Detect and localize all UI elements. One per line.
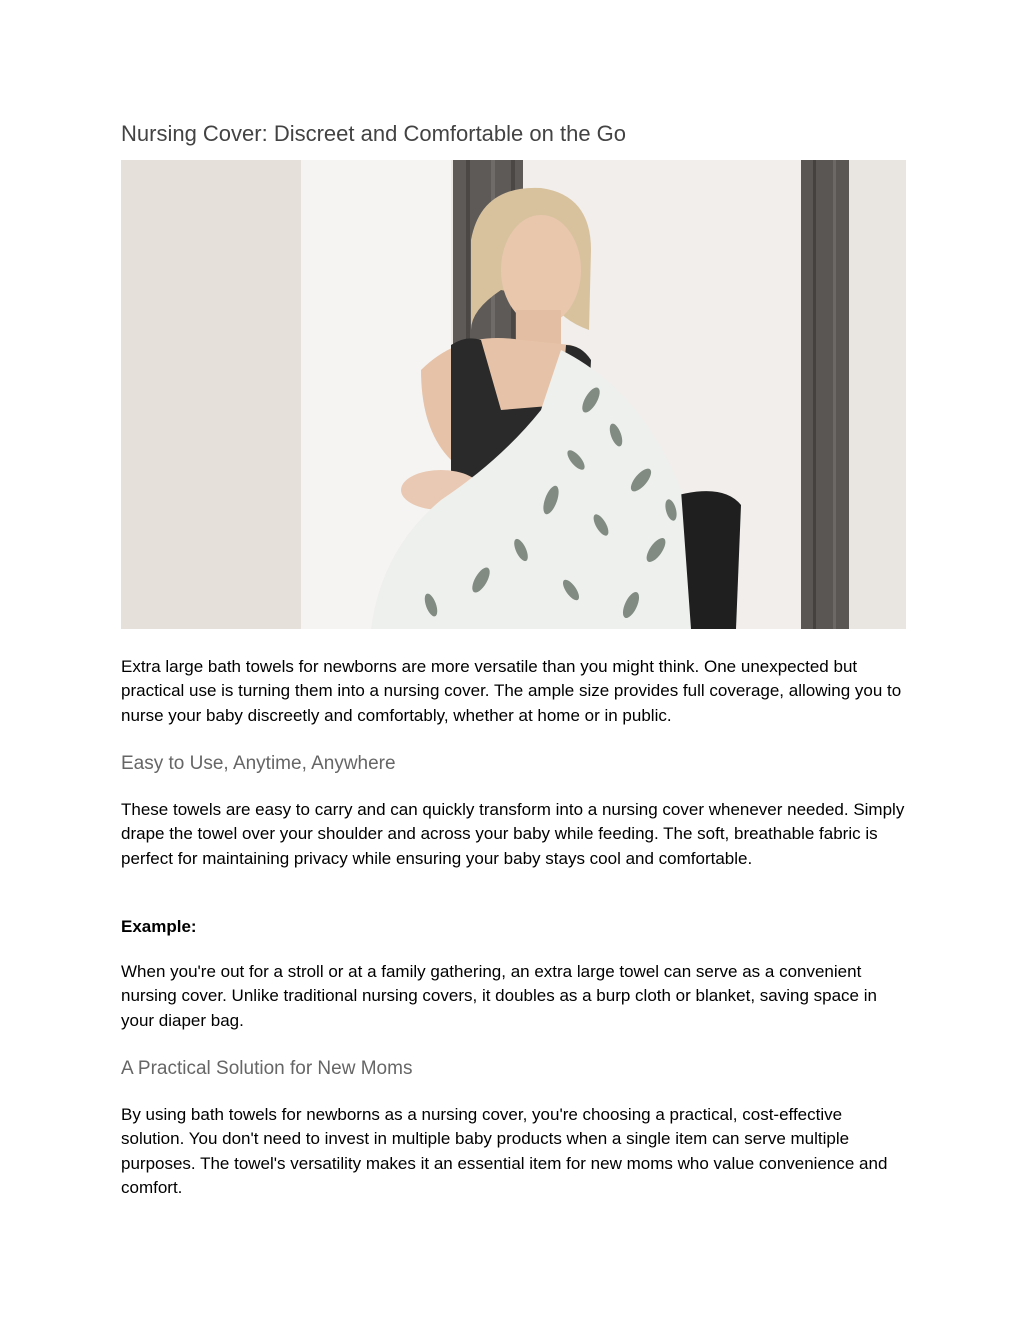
hero-image [121,160,906,629]
section-heading-easy-to-use: Easy to Use, Anytime, Anywhere [121,753,396,774]
hero-illustration [121,160,906,629]
section-heading-practical-solution: A Practical Solution for New Moms [121,1058,413,1079]
example-paragraph: When you're out for a stroll or at a family gathering, an extra large towel can serve as a convenient nursing cover. Unlike traditional nursing covers, it doubles as a burp cloth or blanket, saving space in your diaper bag. [121,962,877,1030]
intro-paragraph: Extra large bath towels for newborns are more versatile than you might think. One unexpected but practical use is turning them into a nursing cover. The ample size provides full coverage, allowing you to nurse your baby discreetly and comfortably, whether at home or in public. [121,657,902,725]
section-paragraph-easy-to-use: These towels are easy to carry and can quickly transform into a nursing cover whenever needed. Simply drape the towel over your shoulder and across your baby while feeding. The soft, breathable fabric is perfect for maintaining privacy while ensuring your baby stays cool and comfortable. [121,800,905,868]
page-title: Nursing Cover: Discreet and Comfortable on the Go [121,121,627,146]
example-label: Example: [121,917,197,936]
section-paragraph-practical-solution: By using bath towels for newborns as a nursing cover, you're choosing a practical, cost-effective solution. You don't need to invest in multiple baby products when a single item can serve multiple purposes. The towel's versatility makes it an essential item for new moms who value convenience and comfort. [121,1105,888,1198]
